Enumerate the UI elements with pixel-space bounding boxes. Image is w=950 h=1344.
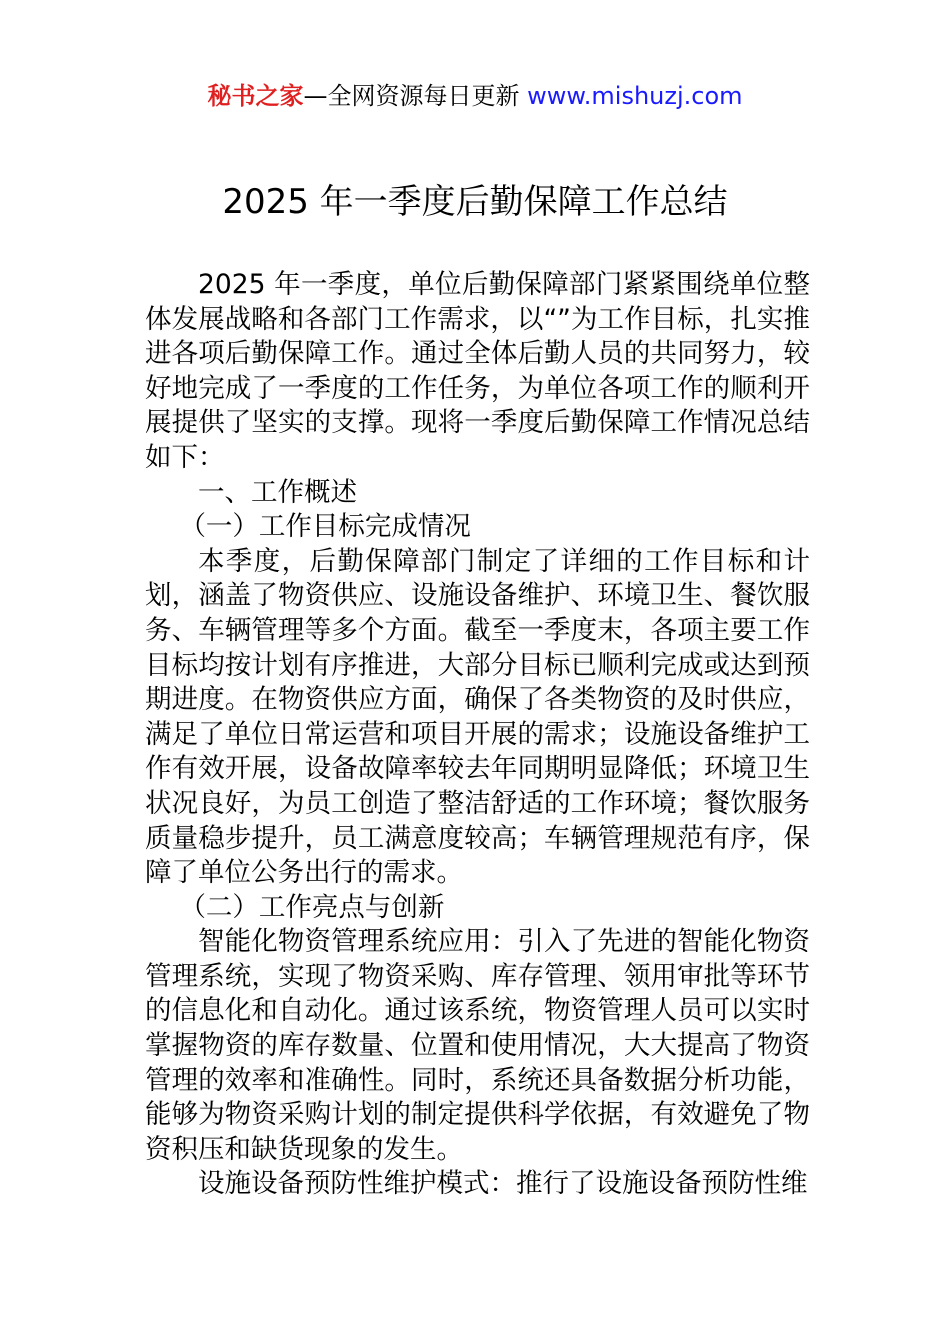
subsection-heading-goals: （一）工作目标完成情况 [179, 511, 471, 543]
document-body [145, 268, 810, 1202]
document-title: 2025 年一季度后勤保障工作总结 [222, 182, 728, 222]
smart-management-paragraph: 智能化物资管理系统应用：引入了先进的智能化物资管理系统，实现了物资采购、库存管理、领用审批等环节的信息化和自动化。通过该系统，物资管理人员可以实时掌握物资的库存数量、位置和使用情况，大大提高了物资管理的效率和准确性。同时，系统还具备数据分析功能，能够为物资采购计划的制定提供科学依据，有效避免了物资积压和缺货现象的发生。 [145, 926, 810, 1165]
subsection-heading-highlights: （二）工作亮点与创新 [179, 891, 445, 923]
section-heading-overview: 一、工作概述 [198, 476, 357, 508]
preventive-maintenance-paragraph: 设施设备预防性维护模式：推行了设施设备预防性维 [198, 1168, 808, 1200]
site-header [0, 80, 950, 112]
site-url-link[interactable]: www.mishuzj.com [527, 82, 743, 110]
brand-name: 秘书之家 [207, 82, 304, 110]
goals-paragraph: 本季度，后勤保障部门制定了详细的工作目标和计划，涵盖了物资供应、设施设备维护、环境卫生、餐饮服务、车辆管理等多个方面。截至一季度末，各项主要工作目标均按计划有序推进，大部分目标已顺利完成或达到预期进度。在物资供应方面，确保了各类物资的及时供应，满足了单位日常运营和项目开展的需求；设施设备维护工作有效开展，设备故障率较去年同期明显降低；环境卫生状况良好，为员工创造了整洁舒适的工作环境；餐饮服务质量稳步提升，员工满意度较高；车辆管理规范有序，保障了单位公务出行的需求。 [145, 545, 810, 889]
header-tagline: —全网资源每日更新 [303, 82, 520, 110]
intro-paragraph: 2025 年一季度，单位后勤保障部门紧紧围绕单位整体发展战略和各部门工作需求，以“”为工作目标，扎实推进各项后勤保障工作。通过全体后勤人员的共同努力，较好地完成了一季度的工作任务，为单位各项工作的顺利开展提供了坚实的支撑。现将一季度后勤保障工作情况总结如下： [145, 269, 810, 473]
